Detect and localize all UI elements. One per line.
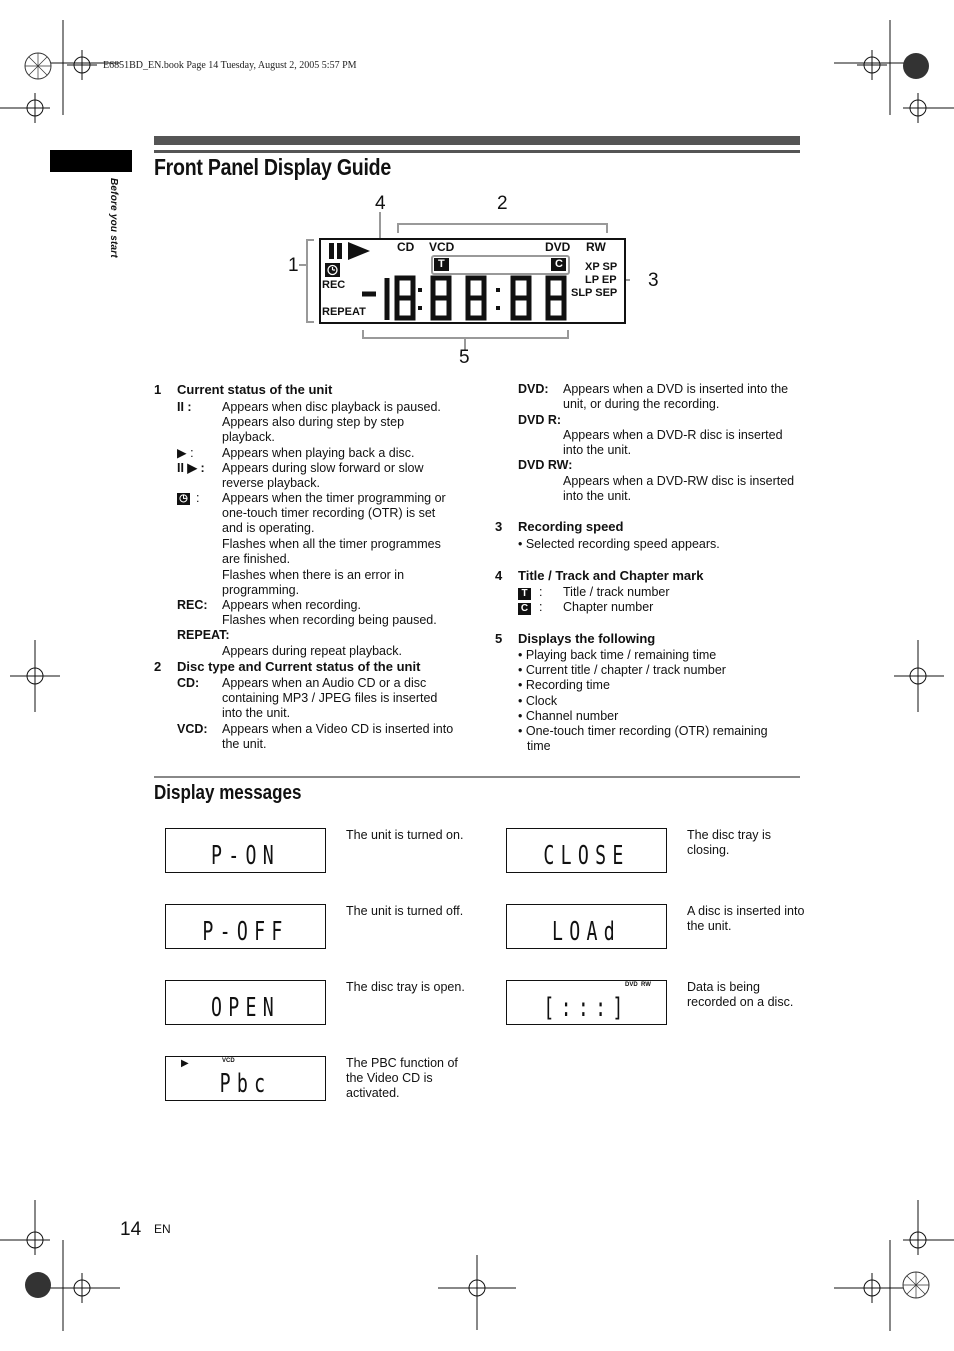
- label-cd: CD: [397, 240, 415, 254]
- side-tab-label: Before you start: [108, 178, 119, 258]
- callout-1: 1: [288, 255, 299, 276]
- vcd-label: VCD:: [177, 722, 208, 736]
- rec-desc-2: Flashes when recording being paused.: [222, 613, 437, 627]
- list-item: • Current title / chapter / track number: [518, 663, 726, 678]
- msg-load: A disc is inserted into the unit.: [687, 904, 805, 934]
- list-item: • Playing back time / remaining time: [518, 648, 717, 662]
- lcd-text: P-OFF: [202, 917, 289, 947]
- list-item: • Recording time: [518, 678, 610, 693]
- timer-icon: ◷: [177, 493, 190, 505]
- msg-p-on: The unit is turned on.: [346, 828, 464, 842]
- c-icon-letter: C: [555, 258, 563, 270]
- lcd-text: Pbc: [219, 1069, 272, 1099]
- play-icon: ▶: [181, 1058, 189, 1069]
- lcd-load: [506, 904, 667, 949]
- lcd-p-off: [165, 904, 326, 949]
- t-mark-desc: Title / track number: [563, 585, 670, 599]
- callout-2: 2: [497, 193, 508, 214]
- c-mark-colon: :: [539, 600, 543, 614]
- timer-desc-1: Appears when the timer programming or one-touch timer recording (OTR) is set and is operating.: [222, 491, 446, 536]
- lcd-recording: [506, 980, 667, 1025]
- top-bar: [154, 136, 800, 145]
- section-divider: [154, 776, 800, 778]
- label-xp-sp: XP SP: [585, 261, 618, 273]
- rec-desc-1: Appears when recording.: [222, 598, 361, 612]
- section5-number: 5: [495, 631, 503, 646]
- label-lp-ep: LP EP: [585, 274, 617, 286]
- dvd-label: DVD:: [518, 382, 549, 396]
- lcd-text: P-ON: [210, 841, 281, 871]
- lcd-text: LOAd: [551, 917, 622, 947]
- print-header: E6851BD_EN.book Page 14 Tuesday, August 2, 2005 5:57 PM: [103, 60, 357, 71]
- section3-number: 3: [495, 519, 503, 534]
- vcd-desc: Appears when a Video CD is inserted into the unit.: [222, 722, 454, 752]
- msg-p-off: The unit is turned off.: [346, 904, 464, 918]
- callout-4: 4: [375, 193, 386, 214]
- section2-number: 2: [154, 659, 162, 674]
- label-dvd: DVD: [545, 240, 571, 254]
- section5-heading: Displays the following: [518, 631, 656, 646]
- label-slp-sep: SLP SEP: [571, 287, 618, 299]
- c-mark-desc: Chapter number: [563, 600, 654, 614]
- top-bar-thin: [154, 150, 800, 153]
- lcd-text: [:::]: [543, 993, 630, 1023]
- timer-colon: :: [196, 491, 200, 505]
- cd-label: CD:: [177, 676, 200, 690]
- dvdr-label: DVD R:: [518, 413, 562, 427]
- display-messages-heading: Display messages: [154, 782, 302, 804]
- play-symbol: ▶ :: [177, 446, 194, 460]
- timer-desc-3: Flashes when there is an error in programming.: [222, 568, 405, 598]
- dvd-rw-indicator: DVD RW: [625, 982, 651, 988]
- dvdr-desc: Appears when a DVD-R disc is inserted into the unit.: [563, 428, 783, 458]
- section4-number: 4: [495, 568, 503, 583]
- section2-heading: Disc type and Current status of the unit: [177, 659, 421, 674]
- vcd-indicator: VCD: [222, 1058, 235, 1064]
- page-title: Front Panel Display Guide: [154, 154, 391, 180]
- section3-heading: Recording speed: [518, 519, 624, 534]
- msg-recording: Data is being recorded on a disc.: [687, 980, 794, 1010]
- pause-desc: Appears when disc playback is paused. Appears also during step by step playback.: [222, 400, 441, 445]
- play-desc: Appears when playing back a disc.: [222, 446, 415, 460]
- lcd-text: CLOSE: [543, 841, 630, 871]
- label-repeat: REPEAT: [322, 306, 366, 318]
- section5-list: [518, 648, 788, 754]
- language-code: EN: [154, 1222, 171, 1236]
- t-mark-icon: T: [518, 588, 531, 600]
- rec-label: REC:: [177, 598, 208, 612]
- list-item: • One-touch timer recording (OTR) remaining time: [518, 724, 768, 754]
- pause-symbol: II :: [177, 400, 192, 414]
- t-icon-letter: T: [438, 258, 445, 270]
- section1-heading: Current status of the unit: [177, 382, 333, 397]
- lcd-open: [165, 980, 326, 1025]
- slow-symbol: II ▶ :: [177, 461, 205, 475]
- t-mark-colon: :: [539, 585, 543, 599]
- side-tab-marker: [50, 150, 132, 172]
- msg-open: The disc tray is open.: [346, 980, 465, 994]
- section4-heading: Title / Track and Chapter mark: [518, 568, 704, 583]
- dvdrw-desc: Appears when a DVD-RW disc is inserted into the unit.: [563, 474, 795, 504]
- msg-close: The disc tray is closing.: [687, 828, 772, 858]
- dvdrw-label: DVD RW:: [518, 458, 573, 472]
- repeat-label: REPEAT:: [177, 628, 230, 642]
- label-rec: REC: [322, 279, 346, 291]
- slow-desc: Appears during slow forward or slow reverse playback.: [222, 461, 424, 491]
- lcd-p-on: [165, 828, 326, 873]
- section1-number: 1: [154, 382, 162, 397]
- repeat-desc: Appears during repeat playback.: [222, 644, 402, 658]
- dvd-desc: Appears when a DVD is inserted into the unit, or during the recording.: [563, 382, 789, 412]
- list-item: • Clock: [518, 693, 558, 708]
- lcd-pbc: [165, 1056, 326, 1101]
- label-vcd: VCD: [429, 240, 455, 254]
- label-rw: RW: [586, 240, 606, 254]
- cd-desc: Appears when an Audio CD or a disc containing MP3 / JPEG files is inserted into the unit.: [222, 676, 438, 721]
- section3-bullet: • Selected recording speed appears.: [518, 537, 720, 551]
- list-item: • Channel number: [518, 708, 619, 723]
- timer-desc-2: Flashes when all the timer programmes are finished.: [222, 537, 441, 567]
- lcd-close: [506, 828, 667, 873]
- c-mark-icon: C: [518, 603, 531, 615]
- callout-3: 3: [648, 270, 659, 291]
- msg-pbc: The PBC function of the Video CD is activated.: [346, 1056, 458, 1101]
- page-number: 14: [120, 1219, 142, 1240]
- lcd-text: OPEN: [210, 993, 281, 1023]
- callout-5: 5: [459, 347, 470, 368]
